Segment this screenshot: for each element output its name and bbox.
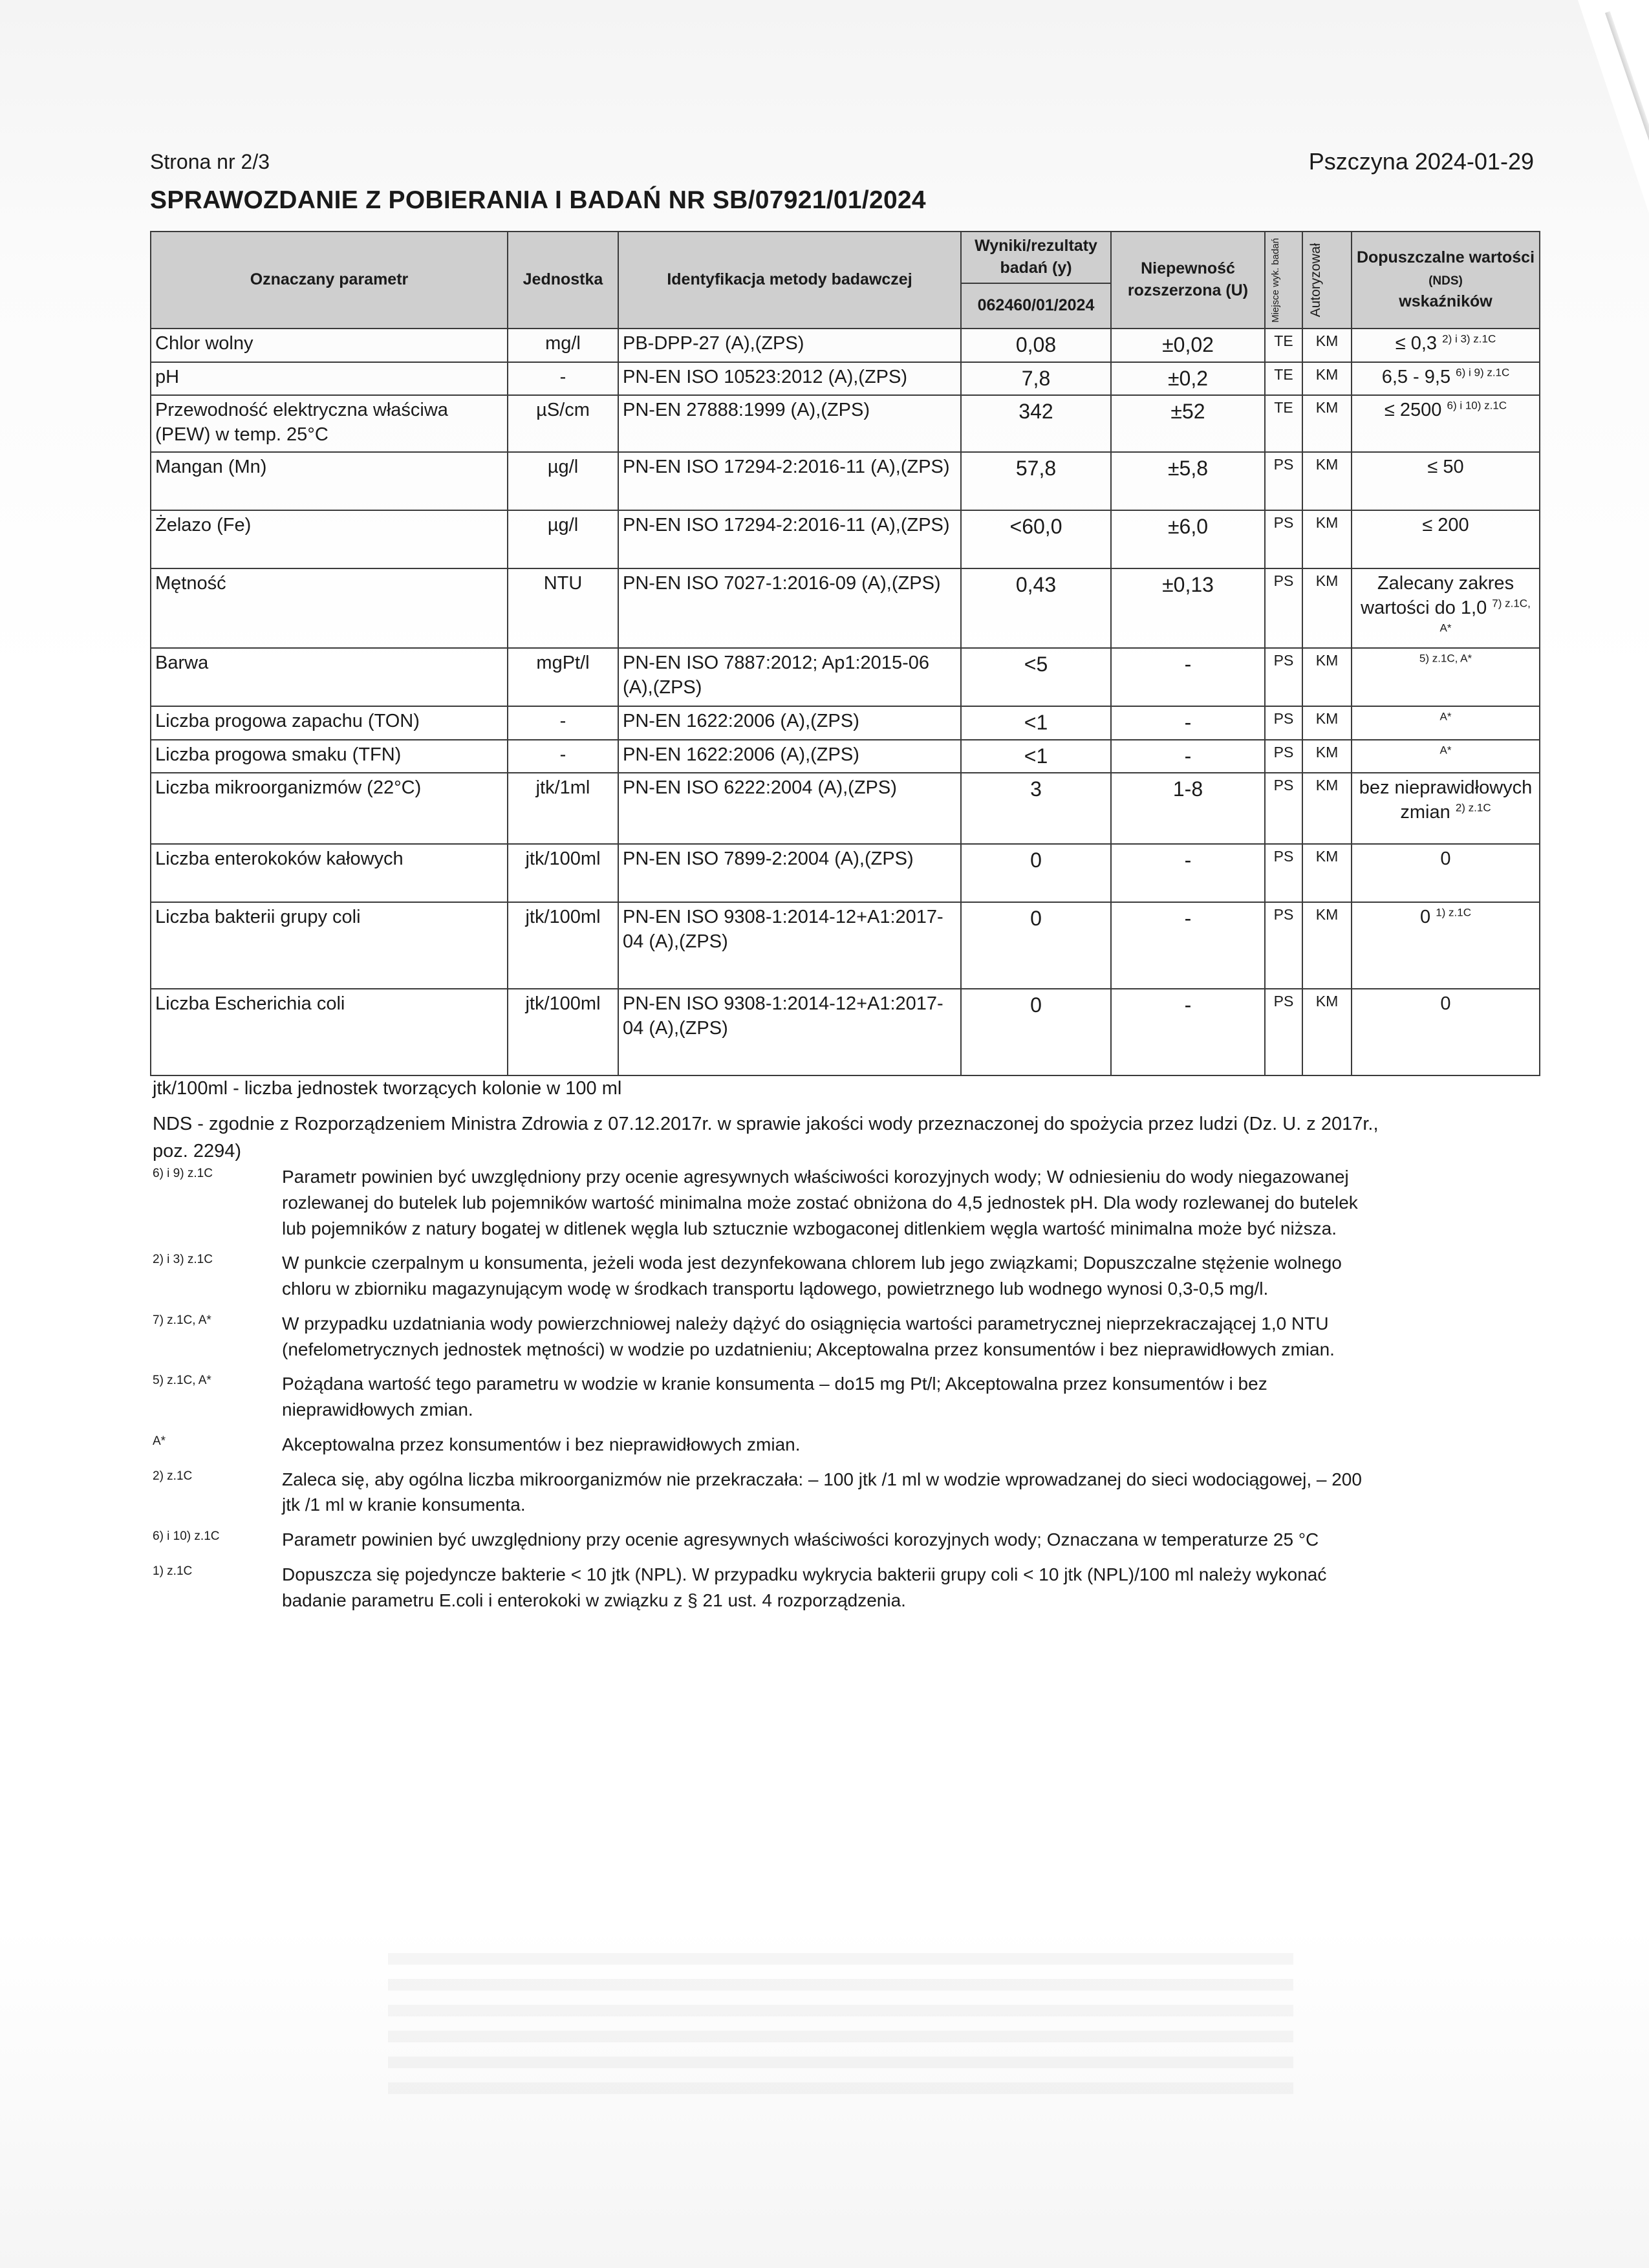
uncertainty-cell: - xyxy=(1111,844,1265,902)
footnote-ref: 7) z.1C, A* xyxy=(153,1313,211,1327)
result-cell: <1 xyxy=(961,706,1111,740)
footnote xyxy=(153,1250,1381,1302)
header-nds-line1 xyxy=(1356,247,1535,291)
nds-footnote-ref: 7) z.1C, A* xyxy=(1439,597,1531,634)
footnote-text: Akceptowalna przez konsumentów i bez nieprawidłowych zmian. xyxy=(282,1434,801,1454)
footnote xyxy=(153,1562,1381,1614)
parameter-cell: pH xyxy=(151,362,508,396)
unit-note: jtk/100ml - liczba jednostek tworzących kolonie w 100 ml xyxy=(153,1078,622,1099)
uncertainty-cell: - xyxy=(1111,989,1265,1075)
table-row xyxy=(151,844,1540,902)
footnote-text: Dopuszcza się pojedyncze bakterie < 10 jtk (NPL). W przypadku wykrycia bakterii grupy coli < 10 jtk (NPL)/100 ml należy wykonać badanie parametru E.coli i enterokoki w związku z § 21 ust. 4 rozporządzenia. xyxy=(282,1564,1327,1610)
method-cell: PN-EN ISO 9308-1:2014-12+A1:2017-04 (A),(ZPS) xyxy=(618,902,961,989)
footnote-ref: 2) i 3) z.1C xyxy=(153,1253,213,1267)
result-cell: <1 xyxy=(961,740,1111,773)
results-table xyxy=(150,231,1540,1076)
unit-cell: mgPt/l xyxy=(508,648,618,706)
result-cell: 7,8 xyxy=(961,362,1111,396)
authorized-cell: KM xyxy=(1302,329,1352,362)
place-date: Pszczyna 2024-01-29 xyxy=(1308,148,1534,175)
method-cell: PN-EN ISO 7887:2012; Ap1:2015-06 (A),(ZPS) xyxy=(618,648,961,706)
nds-footnote-ref: 6) i 9) z.1C xyxy=(1456,365,1510,378)
nds-note: NDS - zgodnie z Rozporządzeniem Ministra Zdrowia z 07.12.2017r. w sprawie jakości wody przeznaczonej do spożycia przez ludzi (Dz. U. z 2017r., poz. 2294) xyxy=(153,1114,1379,1162)
unit-cell: µS/cm xyxy=(508,395,618,452)
footnote-text: Pożądana wartość tego parametru w wodzie w kranie konsumenta – do15 mg Pt/l; Akceptowalna przez konsumentów i bez nieprawidłowych zmian. xyxy=(282,1374,1267,1420)
parameter-cell: Liczba Escherichia coli xyxy=(151,989,508,1075)
table-row xyxy=(151,510,1540,568)
place-cell: TE xyxy=(1265,395,1302,452)
table-row xyxy=(151,362,1540,396)
place-cell: PS xyxy=(1265,568,1302,648)
header-sample-number: 062460/01/2024 xyxy=(961,283,1111,329)
footnote xyxy=(153,1164,1381,1241)
footnote-ref: 2) z.1C xyxy=(153,1469,193,1483)
place-cell: PS xyxy=(1265,510,1302,568)
result-cell: 0 xyxy=(961,844,1111,902)
parameter-cell: Przewodność elektryczna właściwa (PEW) w temp. 25°C xyxy=(151,395,508,452)
authorized-cell: KM xyxy=(1302,395,1352,452)
parameter-cell: Barwa xyxy=(151,648,508,706)
table-row xyxy=(151,648,1540,706)
uncertainty-cell: ±0,2 xyxy=(1111,362,1265,396)
footnote-text: Zaleca się, aby ogólna liczba mikroorganizmów nie przekraczała: – 100 jtk /1 ml w wodzie wprowadzanej do sieci wodociągowej, – 200 jtk /1 ml w kranie konsumenta. xyxy=(282,1469,1362,1515)
footnote xyxy=(153,1467,1381,1518)
result-cell: 0,08 xyxy=(961,329,1111,362)
footnote-ref: A* xyxy=(153,1434,166,1448)
method-cell: PN-EN ISO 7027-1:2016-09 (A),(ZPS) xyxy=(618,568,961,648)
table-row xyxy=(151,740,1540,773)
authorized-cell: KM xyxy=(1302,568,1352,648)
authorized-cell: KM xyxy=(1302,510,1352,568)
header-unit: Jednostka xyxy=(508,232,618,329)
unit-cell: mg/l xyxy=(508,329,618,362)
authorized-cell: KM xyxy=(1302,773,1352,844)
nds-footnote-ref: 6) i 10) z.1C xyxy=(1447,399,1507,412)
nds-footnote-ref: A* xyxy=(1439,744,1452,757)
place-cell: PS xyxy=(1265,989,1302,1075)
nds-cell xyxy=(1352,648,1540,706)
nds-cell xyxy=(1352,510,1540,568)
uncertainty-cell: ±6,0 xyxy=(1111,510,1265,568)
nds-value: ≤ 2500 xyxy=(1384,400,1442,421)
nds-cell xyxy=(1352,395,1540,452)
result-cell: <5 xyxy=(961,648,1111,706)
table-row xyxy=(151,989,1540,1075)
header-place-label: Miejsce wyk. badań xyxy=(1270,237,1281,323)
result-cell: 0 xyxy=(961,989,1111,1075)
method-cell: PN-EN ISO 7899-2:2004 (A),(ZPS) xyxy=(618,844,961,902)
uncertainty-cell: 1-8 xyxy=(1111,773,1265,844)
uncertainty-cell: ±0,02 xyxy=(1111,329,1265,362)
header-nds-abbr: (NDS) xyxy=(1428,274,1463,288)
authorized-cell: KM xyxy=(1302,362,1352,396)
header-place xyxy=(1265,232,1302,329)
nds-cell xyxy=(1352,568,1540,648)
authorized-cell: KM xyxy=(1302,740,1352,773)
nds-value: bez nieprawidłowych zmian xyxy=(1359,777,1533,823)
header-nds-line3: wskaźników xyxy=(1399,292,1493,310)
unit-cell: jtk/100ml xyxy=(508,989,618,1075)
unit-cell: jtk/100ml xyxy=(508,902,618,989)
unit-cell: - xyxy=(508,362,618,396)
place-cell: PS xyxy=(1265,706,1302,740)
unit-cell: jtk/1ml xyxy=(508,773,618,844)
uncertainty-cell: - xyxy=(1111,706,1265,740)
nds-footnote-ref: 5) z.1C, A* xyxy=(1419,652,1472,665)
header-nds xyxy=(1352,232,1540,329)
footnote xyxy=(153,1432,1381,1458)
table-row xyxy=(151,329,1540,362)
method-cell: PB-DPP-27 (A),(ZPS) xyxy=(618,329,961,362)
footnote xyxy=(153,1527,1381,1553)
report-title: SPRAWOZDANIE Z POBIERANIA I BADAŃ NR SB/07921/01/2024 xyxy=(150,186,926,214)
method-cell: PN-EN ISO 17294-2:2016-11 (A),(ZPS) xyxy=(618,452,961,510)
table-row xyxy=(151,568,1540,648)
place-cell: PS xyxy=(1265,452,1302,510)
method-cell: PN-EN 27888:1999 (A),(ZPS) xyxy=(618,395,961,452)
nds-value: 0 xyxy=(1440,993,1451,1015)
parameter-cell: Chlor wolny xyxy=(151,329,508,362)
parameter-cell: Liczba enterokoków kałowych xyxy=(151,844,508,902)
table-row xyxy=(151,452,1540,510)
unit-cell: jtk/100ml xyxy=(508,844,618,902)
table-row xyxy=(151,773,1540,844)
nds-cell xyxy=(1352,740,1540,773)
footnote xyxy=(153,1311,1381,1363)
unit-cell: - xyxy=(508,706,618,740)
uncertainty-cell: - xyxy=(1111,740,1265,773)
header-results: Wyniki/rezultaty badań (y) xyxy=(961,232,1111,283)
table-row xyxy=(151,706,1540,740)
table-row xyxy=(151,902,1540,989)
bleed-through-text xyxy=(388,1953,1293,2108)
header-nds-label: Dopuszczalne wartości xyxy=(1356,248,1535,267)
header-method: Identyfikacja metody badawczej xyxy=(618,232,961,329)
header-authorized xyxy=(1302,232,1352,329)
nds-cell xyxy=(1352,706,1540,740)
authorized-cell: KM xyxy=(1302,902,1352,989)
nds-cell xyxy=(1352,773,1540,844)
result-cell: 0 xyxy=(961,902,1111,989)
footnote-text: Parametr powinien być uwzględniony przy ocenie agresywnych właściwości korozyjnych wody; W odniesieniu do wody niegazowanej rozlewanej do butelek lub pojemników wartość minimalna może zostać obniżona do 4,5 jednostek pH. Dla wody rozlewanej do butelek lub pojemników z natury bogatej w ditlenek węgla lub sztucznie wzbogaconej ditlenkiem węgla wartość minimalna może być niższa. xyxy=(282,1167,1358,1238)
authorized-cell: KM xyxy=(1302,989,1352,1075)
table-row xyxy=(151,395,1540,452)
nds-cell xyxy=(1352,362,1540,396)
result-cell: 342 xyxy=(961,395,1111,452)
parameter-cell: Mangan (Mn) xyxy=(151,452,508,510)
unit-cell: µg/l xyxy=(508,452,618,510)
method-cell: PN-EN ISO 17294-2:2016-11 (A),(ZPS) xyxy=(618,510,961,568)
place-cell: TE xyxy=(1265,329,1302,362)
result-cell: <60,0 xyxy=(961,510,1111,568)
place-cell: PS xyxy=(1265,902,1302,989)
nds-value: 6,5 - 9,5 xyxy=(1381,366,1451,387)
footnote-ref: 6) i 9) z.1C xyxy=(153,1167,213,1180)
method-cell: PN-EN ISO 9308-1:2014-12+A1:2017-04 (A),(ZPS) xyxy=(618,989,961,1075)
unit-cell: NTU xyxy=(508,568,618,648)
uncertainty-cell: ±52 xyxy=(1111,395,1265,452)
footnote-text: W punkcie czerpalnym u konsumenta, jeżeli woda jest dezynfekowana chlorem lub jego związkami; Dopuszczalne stężenie wolnego chloru w zbiorniku magazynującym wodę w środkach transportu lądowego, powietrznego lub wodnego wynosi 0,3-0,5 mg/l. xyxy=(282,1253,1342,1299)
authorized-cell: KM xyxy=(1302,706,1352,740)
unit-cell: µg/l xyxy=(508,510,618,568)
method-cell: PN-EN 1622:2006 (A),(ZPS) xyxy=(618,706,961,740)
nds-value: ≤ 0,3 xyxy=(1395,333,1438,354)
parameter-cell: Żelazo (Fe) xyxy=(151,510,508,568)
unit-cell: - xyxy=(508,740,618,773)
parameter-cell: Liczba progowa zapachu (TON) xyxy=(151,706,508,740)
uncertainty-cell: - xyxy=(1111,648,1265,706)
nds-value: ≤ 50 xyxy=(1427,457,1464,478)
result-cell: 57,8 xyxy=(961,452,1111,510)
result-cell: 3 xyxy=(961,773,1111,844)
nds-cell xyxy=(1352,329,1540,362)
uncertainty-cell: ±0,13 xyxy=(1111,568,1265,648)
footnote-ref: 1) z.1C xyxy=(153,1564,193,1578)
footnote-ref: 6) i 10) z.1C xyxy=(153,1529,220,1543)
authorized-cell: KM xyxy=(1302,844,1352,902)
nds-cell xyxy=(1352,989,1540,1075)
result-cell: 0,43 xyxy=(961,568,1111,648)
nds-footnote-ref: 1) z.1C xyxy=(1436,906,1471,919)
uncertainty-cell: - xyxy=(1111,902,1265,989)
parameter-cell: Liczba bakterii grupy coli xyxy=(151,902,508,989)
parameter-cell: Liczba mikroorganizmów (22°C) xyxy=(151,773,508,844)
place-cell: PS xyxy=(1265,740,1302,773)
place-cell: PS xyxy=(1265,773,1302,844)
uncertainty-cell: ±5,8 xyxy=(1111,452,1265,510)
nds-footnote-ref: A* xyxy=(1439,710,1452,723)
footnote-text: W przypadku uzdatniania wody powierzchniowej należy dążyć do osiągnięcia wartości parametrycznej nieprzekraczającej 1,0 NTU (nefelometrycznych jednostek mętności) w wodzie po uzdatnieniu; Akceptowalna przez konsumentów i bez nieprawidłowych zmian. xyxy=(282,1313,1335,1359)
place-cell: PS xyxy=(1265,648,1302,706)
authorized-cell: KM xyxy=(1302,452,1352,510)
nds-value: Zalecany zakres wartości do 1,0 xyxy=(1361,573,1514,618)
parameter-cell: Liczba progowa smaku (TFN) xyxy=(151,740,508,773)
method-cell: PN-EN ISO 6222:2004 (A),(ZPS) xyxy=(618,773,961,844)
header-parameter: Oznaczany parametr xyxy=(151,232,508,329)
footnotes xyxy=(153,1164,1381,1622)
place-cell: TE xyxy=(1265,362,1302,396)
nds-cell xyxy=(1352,902,1540,989)
footnote-text: Parametr powinien być uwzględniony przy ocenie agresywnych właściwości korozyjnych wody; Oznaczana w temperaturze 25 °C xyxy=(282,1529,1319,1550)
place-cell: PS xyxy=(1265,844,1302,902)
nds-value: 0 xyxy=(1440,848,1451,870)
parameter-cell: Mętność xyxy=(151,568,508,648)
header-uncertainty: Niepewność rozszerzona (U) xyxy=(1111,232,1265,329)
nds-value: ≤ 200 xyxy=(1422,515,1469,536)
authorized-cell: KM xyxy=(1302,648,1352,706)
footnote-ref: 5) z.1C, A* xyxy=(153,1374,211,1388)
nds-value: 0 xyxy=(1420,907,1431,928)
method-cell: PN-EN ISO 10523:2012 (A),(ZPS) xyxy=(618,362,961,396)
nds-cell xyxy=(1352,452,1540,510)
footnote xyxy=(153,1371,1381,1423)
page-number: Strona nr 2/3 xyxy=(150,150,270,173)
header-authorized-label: Autoryzował xyxy=(1308,243,1323,318)
nds-footnote-ref: 2) i 3) z.1C xyxy=(1442,332,1496,345)
method-cell: PN-EN 1622:2006 (A),(ZPS) xyxy=(618,740,961,773)
nds-footnote-ref: 2) z.1C xyxy=(1455,801,1491,814)
nds-cell xyxy=(1352,844,1540,902)
